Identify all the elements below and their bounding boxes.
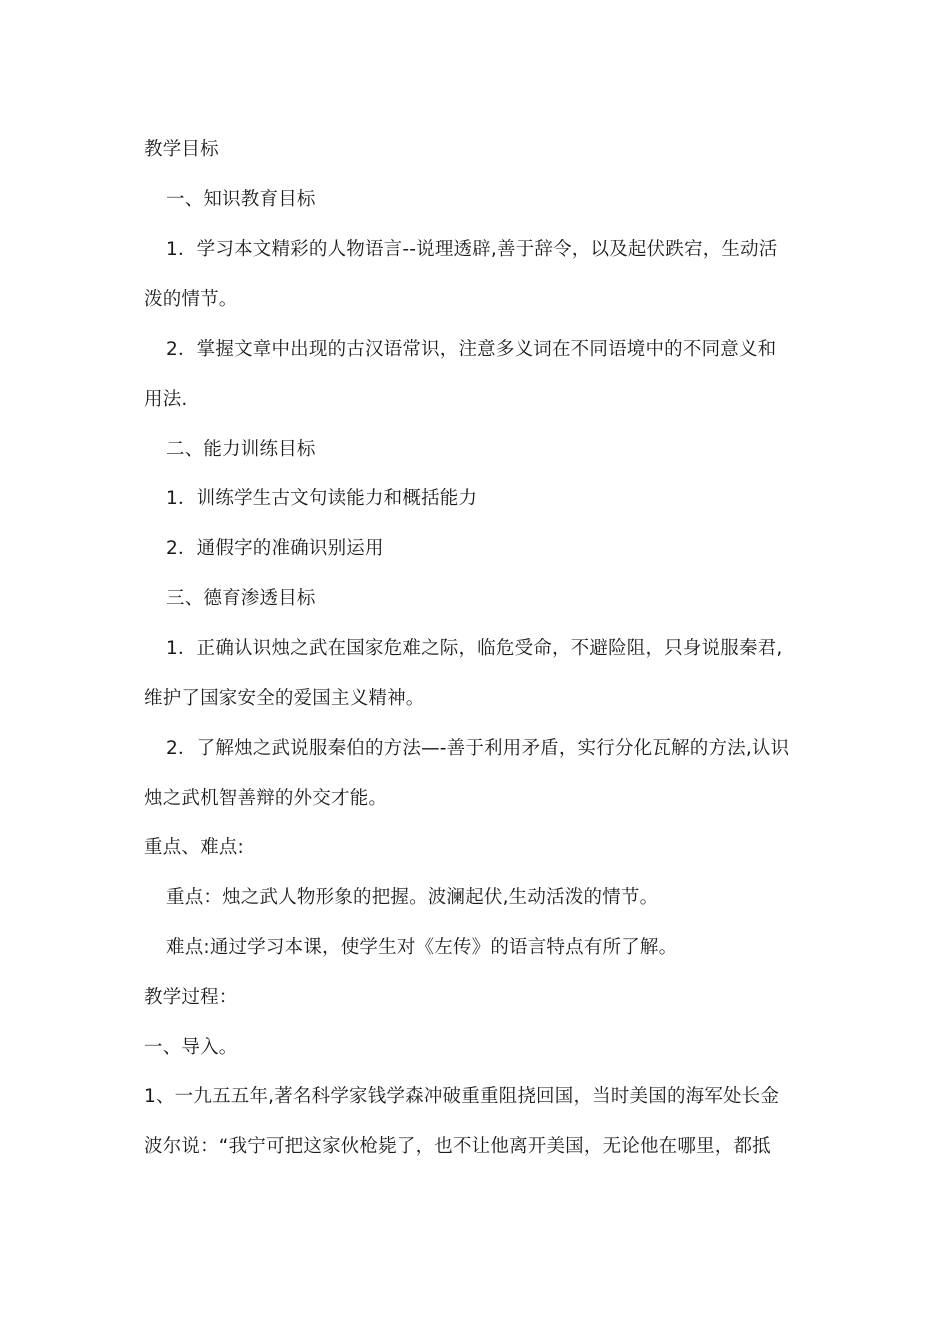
paragraph-line: 2．通假字的准确识别运用 [166,538,384,559]
paragraph-line: 1、一九五五年,著名科学家钱学森冲破重重阻挠回国，当时美国的海军处长金 [144,1086,780,1107]
heading-teaching-process: 教学过程： [144,987,238,1008]
section-ability-goals: 二、能力训练目标 [166,439,316,460]
paragraph-line: 1．学习本文精彩的人物语言--说理透辟,善于辞令，以及起伏跌宕，生动活 [166,239,778,260]
paragraph-line: 2．掌握文章中出现的古汉语常识，注意多义词在不同语境中的不同意义和 [166,339,777,360]
section-knowledge-goals: 一、知识教育目标 [166,189,316,210]
paragraph-line: 泼的情节。 [144,289,238,310]
paragraph-line: 2．了解烛之武说服秦伯的方法—-善于利用矛盾，实行分化瓦解的方法,认识 [166,738,790,759]
section-moral-goals: 三、德育渗透目标 [166,588,316,609]
heading-teaching-goals: 教学目标 [144,139,219,160]
heading-key-points: 重点、难点: [144,837,244,858]
paragraph-line: 维护了国家安全的爱国主义精神。 [144,688,425,709]
paragraph-line: 波尔说：“我宁可把这家伙枪毙了，也不让他离开美国，无论他在哪里，都抵 [144,1136,771,1157]
section-introduction: 一、导入。 [144,1037,238,1058]
paragraph-line: 烛之武机智善辩的外交才能。 [144,788,388,809]
paragraph-line: 难点:通过学习本课，使学生对《左传》的语言特点有所了解。 [166,937,678,958]
paragraph-line: 1．训练学生古文句读能力和概括能力 [166,488,478,509]
paragraph-line: 用法. [144,389,188,410]
paragraph-line: 重点：烛之武人物形象的把握。波澜起伏,生动活泼的情节。 [166,887,659,908]
paragraph-line: 1．正确认识烛之武在国家危难之际，临危受命，不避险阻，只身说服秦君, [166,638,783,659]
